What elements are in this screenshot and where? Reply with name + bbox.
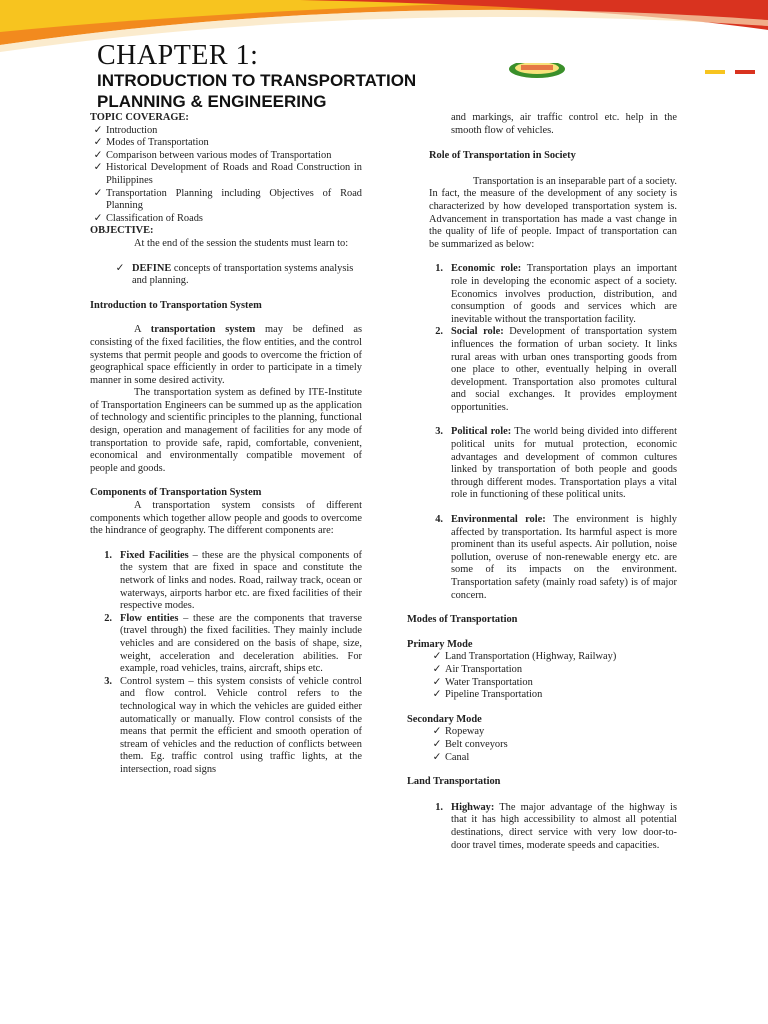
list-item: ✓ Belt conveyors [429, 739, 677, 752]
list-item: ✓ Comparison between various modes of Transportation [90, 150, 362, 163]
list-item: 1. Fixed Facilities – these are the physical components of the system that are fixed in space and constitute the network of links and nodes. Road, railway track, ocean or waterways, airports harbor etc. are fixed facilities of their respective modes. [104, 549, 362, 612]
left-column [90, 112, 362, 777]
list-item: ✓ Land Transportation (Highway, Railway) [429, 651, 677, 664]
land-list [407, 802, 677, 852]
list-item: ✓ Canal [429, 752, 677, 765]
components-paragraph: A transportation system consists of different components which together allow people and goods to overcome the hindrance of geography. The different components are: [90, 500, 362, 537]
list-item: ✓ Transportation Planning including Objectives of Road Planning [90, 188, 362, 213]
list-item: ✓ Modes of Transportation [90, 137, 362, 150]
topic-list [90, 125, 362, 226]
list-item: ✓ Introduction [90, 125, 362, 138]
check-icon: ✓ [432, 676, 442, 688]
check-icon: ✓ [432, 689, 442, 701]
logo-seal-icon [507, 63, 567, 85]
title-line-2: PLANNING & ENGINEERING [97, 92, 327, 111]
chapter-label: CHAPTER 1: [97, 40, 259, 71]
list-item: ✓ Air Transportation [429, 664, 677, 677]
check-icon: ✓ [115, 262, 125, 274]
check-icon: ✓ [93, 149, 103, 161]
check-icon: ✓ [93, 137, 103, 149]
list-item: ✓ Water Transportation [429, 677, 677, 690]
title-line-1: INTRODUCTION TO TRANSPORTATION [97, 71, 417, 90]
check-icon: ✓ [93, 162, 103, 174]
check-icon: ✓ [432, 651, 442, 663]
list-item: 3. Political role: The world being divided into different political units for mutual protection, economic advantages and development of common cultures linked by transportation of both people and goods through different modes. Transportation plays a vital role in functioning of these political units. [435, 426, 677, 501]
intro-heading: Introduction to Transportation System [90, 299, 262, 311]
primary-mode-list [407, 651, 677, 701]
objective-heading: OBJECTIVE: [90, 225, 154, 237]
modes-heading: Modes of Transportation [407, 614, 518, 626]
list-item: ✓ Historical Development of Roads and Road Construction in Philippines [90, 162, 362, 187]
list-item: 2. Social role: Development of transportation system influences the formation of urban society. It links rural areas with urban ones transporting goods from one place to other, eventually helping in overall development. Transportation also promotes cultural and social exchanges. It provides employment opportunities. [435, 326, 677, 413]
list-item: 3. Control system – this system consists of vehicle control and flow control. Vehicle control refers to the technological way in which the vehicles are guided either automatically or manually. Flow control consists of the means that permit the efficient and smooth operation of stream of vehicles and the reduction of conflicts between them. Eg. traffic control using traffic lights, at the intersection, road signs [104, 675, 362, 775]
objective-text: At the end of the session the students must learn to: [134, 237, 349, 249]
list-item: 4. Environmental role: The environment is highly affected by transportation. Its harmful aspect is more prominent than its useful aspects. Air pollution, noise pollution, overuse of non-renewable energy etc. are some of its impacts on the environment. Transportation safety (mainly road safety) is of major concern. [435, 514, 677, 601]
role-paragraph: Transportation is an inseparable part of a society. In fact, the measure of the development of any society is characterized by how developed transportation system is. Advancement in transportation has made a vast change in the quality of life of people. Impact of transportation can be summarized as below: [429, 175, 677, 250]
components-list [90, 550, 362, 777]
secondary-mode-heading: Secondary Mode [407, 713, 482, 725]
list-item: ✓ Pipeline Transportation [429, 689, 677, 702]
primary-mode-heading: Primary Mode [407, 638, 473, 650]
list-item: ✓ Classification of Roads [90, 213, 362, 226]
check-icon: ✓ [432, 726, 442, 738]
intro-paragraph-1: A transportation system may be defined as consisting of the fixed facilities, the flow entities, and the control systems that permit people and goods to overcome the friction of geographical space efficiently in order to participate in a timely manner in some desired activity. [90, 324, 362, 386]
check-icon: ✓ [432, 663, 442, 675]
role-heading: Role of Transportation in Society [429, 150, 576, 162]
check-icon: ✓ [93, 212, 103, 224]
continued-text: and markings, air traffic control etc. help in the smooth flow of vehicles. [451, 112, 677, 136]
check-icon: ✓ [432, 751, 442, 763]
list-item: 1. Economic role: Transportation plays an important role in developing the economic aspect of a society. Economics involves production, distribution, and consumption of goods and services which are inevitable without the transportation facility. [435, 263, 677, 325]
topic-coverage-heading: TOPIC COVERAGE: [90, 112, 189, 123]
list-item: ✓ Ropeway [429, 726, 677, 739]
land-transportation-heading: Land Transportation [407, 776, 501, 788]
list-item: 2. Flow entities – these are the components that traverse (travel through) the fixed facilities. They mainly include vehicles and are considered on the basis of shape, size, weight, acceleration and deceleration abilities. For example, road vehicles, trains, aircraft, ships etc. [104, 612, 362, 675]
page-title [97, 70, 416, 112]
list-item: 1. Highway: The major advantage of the highway is that it has high accessibility to almost all potential destinations, direct service with very low door-to-door travel times, moderate speeds and capacities. [435, 801, 677, 851]
roles-list [407, 263, 677, 602]
list-item: ✓ DEFINE concepts of transportation systems analysis and planning. [112, 263, 362, 288]
components-heading: Components of Transportation System [90, 487, 262, 499]
intro-paragraph-2: The transportation system as defined by ITE-Institute of Transportation Engineers can be summed up as the application of technology and scientific principles to the planning, functional design, operation and management of facilities for any mode of transportation to provide safe, rapid, comfortable, convenient, economical and environmentally compatible movement of people and goods. [90, 387, 362, 474]
check-icon: ✓ [93, 187, 103, 199]
check-icon: ✓ [93, 124, 103, 136]
secondary-mode-list [407, 726, 677, 764]
check-icon: ✓ [432, 738, 442, 750]
right-column [407, 112, 677, 852]
